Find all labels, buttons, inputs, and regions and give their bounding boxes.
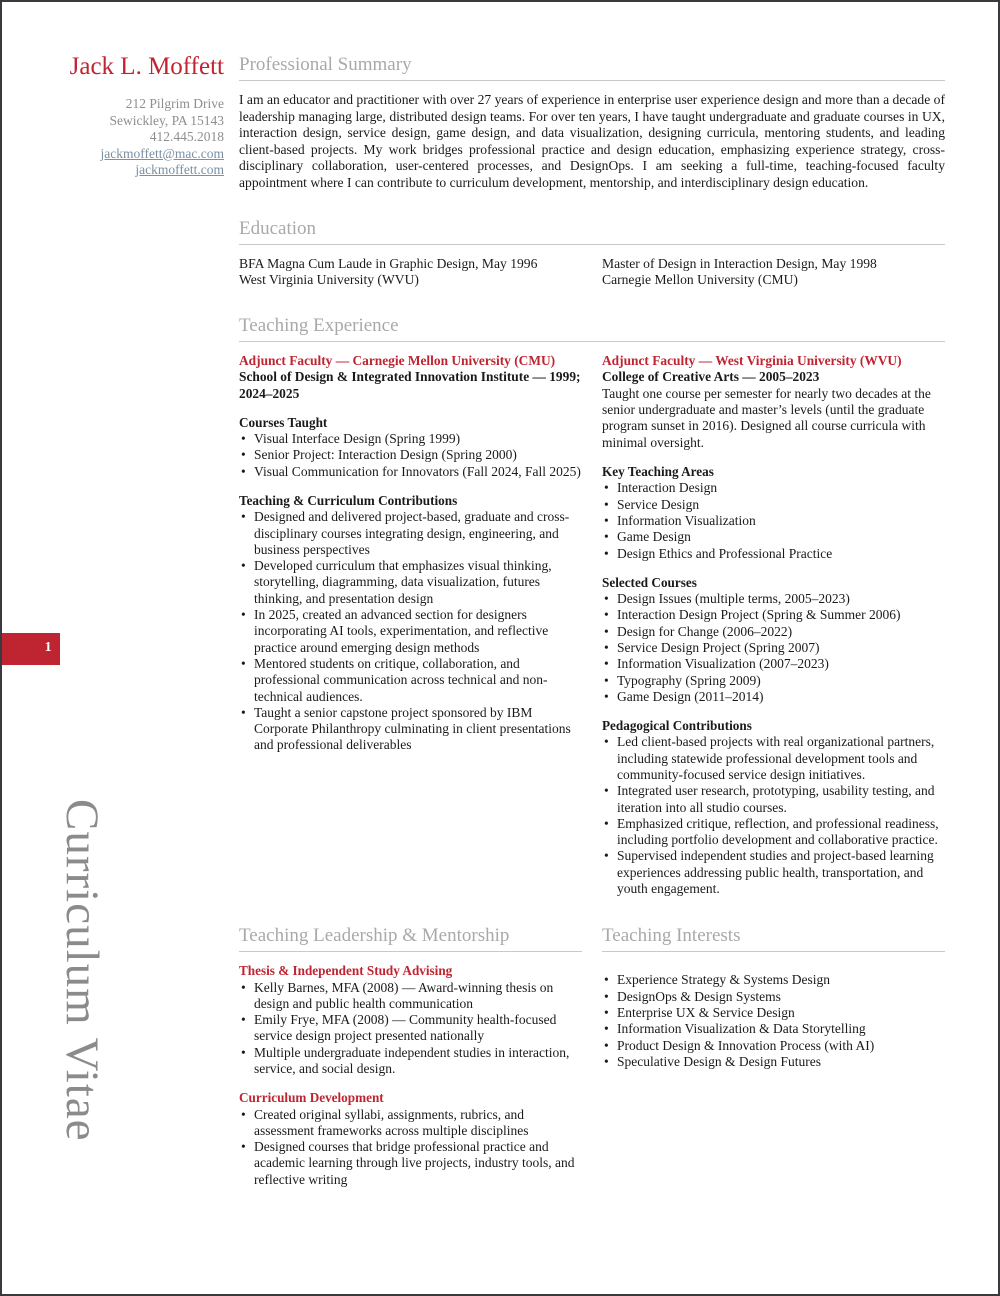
website-link[interactable]: jackmoffett.com (135, 162, 224, 177)
header-contact-block (42, 52, 224, 179)
list-item: • Integrated user research, prototyping, usability testing, and iteration into all studio courses. (617, 783, 945, 816)
phone-number: 412.445.2018 (149, 129, 224, 144)
education-degree: BFA Magna Cum Laude in Graphic Design, May 1996 (239, 255, 538, 271)
list-item: • Designed courses that bridge professional practice and academic learning through live projects, industry tools, and reflective writing (254, 1139, 582, 1188)
section-teaching-leadership (239, 925, 582, 1188)
education-degree: Master of Design in Interaction Design, May 1998 (602, 255, 877, 271)
list-item: • Information Visualization & Data Storytelling (617, 1021, 945, 1037)
courses-taught-heading: Courses Taught (239, 414, 328, 430)
bottom-row (239, 925, 945, 1188)
job-description: Taught one course per semester for nearly two decades at the senior undergraduate and master’s levels (until the graduate program sunset in 2016). Designed all course curricula with minimal oversight. (602, 385, 931, 450)
list-item: • Taught a senior capstone project sponsored by IBM Corporate Philanthropy culminating in client presentations and professional deliverables (254, 705, 582, 754)
pedagogical-contributions-heading: Pedagogical Contributions (602, 718, 752, 734)
curriculum-development-list (239, 1107, 582, 1188)
section-professional-summary (239, 54, 945, 192)
selected-courses-heading: Selected Courses (602, 574, 697, 590)
section-title-education: Education (239, 218, 945, 245)
list-item: • Experience Strategy & Systems Design (617, 972, 945, 988)
list-item: • DesignOps & Design Systems (617, 989, 945, 1005)
address-line-2: Sewickley, PA 15143 (109, 112, 224, 128)
job-role: Adjunct Faculty — Carnegie Mellon University (CMU) (239, 352, 556, 368)
section-teaching-interests (602, 925, 945, 1188)
teaching-entry-wvu (602, 353, 945, 898)
professional-summary-text: I am an educator and practitioner with over 27 years of experience in enterprise user experience design and more than a decade of leadership managing large, distributed design teams. For over ten years, I have taught undergraduate and graduate courses in UX, interaction design, service design, game design, and data visualization, designing curricula, mentoring students, and leading client-based projects. My work bridges professional practice and design education, emphasizing experience strategy, cross-disciplinary collaboration, user-centered processes, and DesignOps. I am seeking a full-time, teaching-focused faculty appointment where I can contribute to curriculum development, mentorship, and interdisciplinary design education. (239, 92, 945, 190)
page-number: 1 (44, 640, 52, 655)
section-title-teaching-interests: Teaching Interests (602, 925, 945, 952)
list-item: • Emphasized critique, reflection, and professional readiness, including portfolio development and collaborative practice. (617, 816, 945, 849)
list-item: • Design Ethics and Professional Practice (617, 546, 945, 562)
list-item: • Speculative Design & Design Futures (617, 1054, 945, 1070)
list-item: • Game Design (2011–2014) (617, 689, 945, 705)
list-item: • Information Visualization (2007–2023) (617, 656, 945, 672)
page-number-tab (2, 633, 60, 665)
list-item: • Service Design (617, 497, 945, 513)
list-item: • Design for Change (2006–2022) (617, 624, 945, 640)
education-school: Carnegie Mellon University (CMU) (602, 272, 798, 288)
list-item: • Kelly Barnes, MFA (2008) — Award-winning thesis on design and public health communication (254, 980, 582, 1013)
list-item: • In 2025, created an advanced section for designers incorporating AI tools, experimentation, and reflective practice around emerging design methods (254, 607, 582, 656)
section-education (239, 218, 945, 289)
list-item: • Designed and delivered project-based, graduate and cross-disciplinary courses integrating design, engineering, and business perspectives (254, 509, 582, 558)
list-item: • Emily Frye, MFA (2008) — Community health-focused service design project presented nationally (254, 1012, 582, 1045)
thesis-advising-list (239, 980, 582, 1078)
list-item: • Senior Project: Interaction Design (Spring 2000) (254, 447, 582, 463)
education-entry-left (239, 256, 582, 289)
list-item: • Visual Communication for Innovators (Fall 2024, Fall 2025) (254, 464, 582, 480)
list-item: • Mentored students on critique, collaboration, and professional communication across technical and non-technical audiences. (254, 656, 582, 705)
section-title-professional-summary: Professional Summary (239, 54, 945, 81)
candidate-name: Jack L. Moffett (69, 53, 224, 80)
main-content (239, 54, 945, 1188)
contributions-list (239, 509, 582, 753)
pedagogical-contributions-list (602, 734, 945, 897)
courses-taught-list (239, 431, 582, 480)
section-title-teaching-experience: Teaching Experience (239, 315, 945, 342)
list-item: • Service Design Project (Spring 2007) (617, 640, 945, 656)
list-item: • Visual Interface Design (Spring 1999) (254, 431, 582, 447)
list-item: • Developed curriculum that emphasizes visual thinking, storytelling, diagramming, data visualization, futures thinking, and presentation design (254, 558, 582, 607)
list-item: • Typography (Spring 2009) (617, 673, 945, 689)
curriculum-development-heading: Curriculum Development (239, 1090, 384, 1106)
contact-details (42, 96, 224, 179)
education-entry-right (602, 256, 945, 289)
list-item: • Supervised independent studies and project-based learning experiences addressing public health, transportation, and youth engagement. (617, 848, 945, 897)
education-row (239, 256, 945, 289)
key-teaching-areas-heading: Key Teaching Areas (602, 464, 714, 480)
email-link[interactable]: jackmoffett@mac.com (100, 145, 224, 161)
list-item: • Game Design (617, 529, 945, 545)
list-item: • Interaction Design (617, 480, 945, 496)
list-item: • Led client-based projects with real organizational partners, including statewide professional development tools and community-focused service design initiatives. (617, 734, 945, 783)
selected-courses-list (602, 591, 945, 705)
list-item: • Information Visualization (617, 513, 945, 529)
list-item: • Enterprise UX & Service Design (617, 1005, 945, 1021)
job-role: Adjunct Faculty — West Virginia University (WVU) (602, 352, 902, 368)
left-gutter (2, 2, 122, 1294)
list-item: • Multiple undergraduate independent studies in interaction, service, and social design. (254, 1045, 582, 1078)
teaching-interests-list (602, 972, 945, 1070)
teaching-entry-cmu (239, 353, 582, 898)
document-type-vertical-label: Curriculum Vitae (56, 799, 108, 1142)
address-line-1: 212 Pilgrim Drive (125, 96, 224, 111)
list-item: • Interaction Design Project (Spring & Summer 2006) (617, 607, 945, 623)
job-department: College of Creative Arts — 2005–2023 (602, 369, 820, 385)
list-item: • Product Design & Innovation Process (with AI) (617, 1038, 945, 1054)
job-department: School of Design & Integrated Innovation Institute — 1999; 2024–2025 (239, 369, 581, 401)
section-title-teaching-leadership: Teaching Leadership & Mentorship (239, 925, 582, 952)
education-school: West Virginia University (WVU) (239, 272, 419, 288)
key-teaching-areas-list (602, 480, 945, 561)
thesis-advising-heading: Thesis & Independent Study Advising (239, 963, 453, 979)
contributions-heading: Teaching & Curriculum Contributions (239, 493, 458, 509)
list-item: • Design Issues (multiple terms, 2005–2023) (617, 591, 945, 607)
section-teaching-experience (239, 315, 945, 898)
teaching-experience-row (239, 353, 945, 898)
list-item: • Created original syllabi, assignments, rubrics, and assessment frameworks across multiple disciplines (254, 1107, 582, 1140)
